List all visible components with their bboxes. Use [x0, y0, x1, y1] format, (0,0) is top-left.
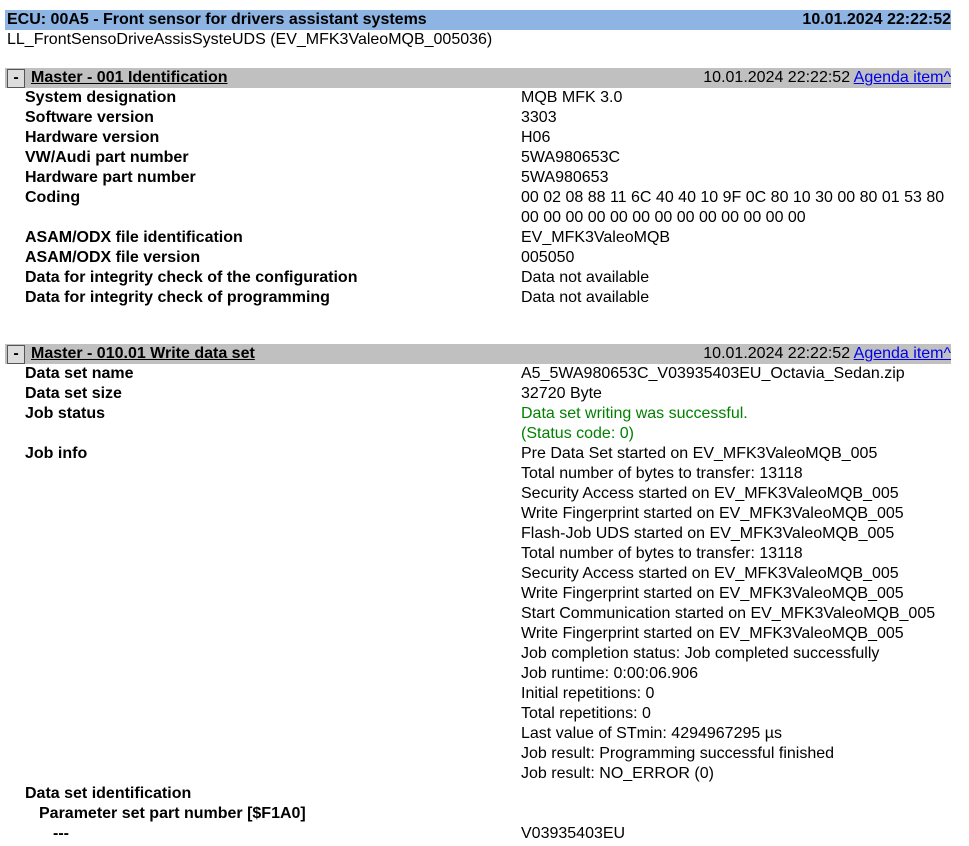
row-label: Job status — [25, 405, 106, 422]
row-value — [521, 228, 670, 248]
row-value-line: 00 00 00 00 00 00 00 00 00 00 00 00 00 — [521, 209, 806, 226]
row-value — [521, 248, 574, 268]
table-row — [0, 108, 969, 128]
table-row — [0, 824, 969, 844]
row-value-line: Data not available — [521, 269, 650, 286]
row-value-line: Security Access started on EV_MFK3ValeoMQB_005 — [521, 565, 899, 582]
row-value-line: Flash-Job UDS started on EV_MFK3ValeoMQB_005 — [521, 525, 895, 542]
row-value-line: H06 — [521, 129, 551, 146]
row-value-line: MQB MFK 3.0 — [521, 89, 623, 106]
section-datetime: 10.01.2024 22:22:52 — [703, 69, 851, 86]
row-value-line: A5_5WA980653C_V03935403EU_Octavia_Sedan.zip — [521, 365, 905, 382]
ecu-datetime: 10.01.2024 22:22:52 — [802, 11, 951, 28]
row-value-line: Data not available — [521, 289, 650, 306]
row-value — [521, 128, 550, 148]
row-label: Coding — [25, 189, 81, 206]
row-value-line: Total repetitions: 0 — [521, 705, 651, 722]
table-row — [0, 784, 969, 804]
table-row — [0, 168, 969, 188]
row-value-line: Job result: Programming successful finished — [521, 745, 835, 762]
table-row — [0, 268, 969, 288]
row-value-line: Pre Data Set started on EV_MFK3ValeoMQB_005 — [521, 445, 878, 462]
section-rows — [0, 364, 969, 844]
row-label: Data for integrity check of the configuration — [25, 269, 358, 286]
row-value-line: 005050 — [521, 249, 575, 266]
row-value-line: V03935403EU — [521, 825, 626, 842]
row-value-line: Last value of STmin: 4294967295 µs — [521, 725, 782, 742]
row-value-line: Security Access started on EV_MFK3ValeoMQB_005 — [521, 485, 899, 502]
table-row — [0, 444, 969, 784]
row-value-line: Write Fingerprint started on EV_MFK3ValeoMQB_005 — [521, 585, 904, 602]
collapse-button[interactable]: - — [7, 69, 25, 88]
ecu-header — [5, 10, 951, 30]
section-rows — [0, 88, 969, 308]
section-datetime: 10.01.2024 22:22:52 — [703, 345, 851, 362]
row-label: --- — [53, 825, 69, 842]
table-row — [0, 404, 969, 444]
row-value-line: Initial repetitions: 0 — [521, 685, 655, 702]
row-value — [521, 108, 557, 128]
section-header — [5, 344, 951, 364]
ecu-title: ECU: 00A5 - Front sensor for drivers assistant systems — [7, 11, 427, 28]
row-value — [521, 88, 622, 108]
row-value-line: EV_MFK3ValeoMQB — [521, 229, 671, 246]
row-value — [521, 824, 625, 844]
row-value — [521, 188, 944, 228]
agenda-item-link[interactable]: Agenda item^ — [853, 345, 951, 362]
row-value — [521, 168, 608, 188]
row-value — [521, 268, 649, 288]
row-value-line: Job completion status: Job completed successfully — [521, 645, 880, 662]
row-value-line: Write Fingerprint started on EV_MFK3ValeoMQB_005 — [521, 625, 904, 642]
table-row — [0, 288, 969, 308]
row-label: Job info — [25, 445, 88, 462]
row-label: ASAM/ODX file identification — [25, 229, 243, 246]
table-row — [0, 188, 969, 228]
table-row — [0, 364, 969, 384]
row-value-line: (Status code: 0) — [521, 425, 634, 442]
row-label: Data for integrity check of programming — [25, 289, 330, 306]
row-value-line: Total number of bytes to transfer: 13118 — [521, 545, 803, 562]
row-label: System designation — [25, 89, 177, 106]
row-value — [521, 288, 649, 308]
ecu-subtitle: LL_FrontSensoDriveAssisSysteUDS (EV_MFK3ValeoMQB_005036) — [7, 31, 493, 48]
row-value-line: 32720 Byte — [521, 385, 602, 402]
row-value-line: Job runtime: 0:00:06.906 — [521, 665, 699, 682]
row-value-line: 5WA980653 — [521, 169, 609, 186]
row-value-line: 00 02 08 88 11 6C 40 40 10 9F 0C 80 10 30 00 80 01 53 80 — [521, 189, 945, 206]
row-value-line: 5WA980653C — [521, 149, 621, 166]
table-row — [0, 804, 969, 824]
row-label: Hardware version — [25, 129, 160, 146]
row-label: Software version — [25, 109, 154, 126]
table-row — [0, 228, 969, 248]
table-row — [0, 88, 969, 108]
table-row — [0, 248, 969, 268]
row-value — [521, 404, 748, 444]
row-label: Data set size — [25, 385, 122, 402]
row-label: Hardware part number — [25, 169, 196, 186]
row-label: VW/Audi part number — [25, 149, 189, 166]
row-value — [521, 444, 935, 784]
row-label: Data set name — [25, 365, 134, 382]
section-title[interactable]: Master - 001 Identification — [31, 69, 228, 86]
row-value — [521, 384, 602, 404]
row-value-line: Write Fingerprint started on EV_MFK3ValeoMQB_005 — [521, 505, 904, 522]
section-header — [5, 68, 951, 88]
row-value-line: Start Communication started on EV_MFK3ValeoMQB_005 — [521, 605, 936, 622]
row-label: ASAM/ODX file version — [25, 249, 201, 266]
row-label: Parameter set part number [$F1A0] — [39, 805, 306, 822]
row-value — [521, 364, 905, 384]
table-row — [0, 128, 969, 148]
agenda-item-link[interactable]: Agenda item^ — [853, 69, 951, 86]
row-value-line: Job result: NO_ERROR (0) — [521, 765, 714, 782]
section-title[interactable]: Master - 010.01 Write data set — [31, 345, 255, 362]
table-row — [0, 384, 969, 404]
row-label: Data set identification — [25, 785, 192, 802]
row-value-line: Total number of bytes to transfer: 13118 — [521, 465, 803, 482]
table-row — [0, 148, 969, 168]
row-value — [521, 148, 620, 168]
row-value-line: 3303 — [521, 109, 557, 126]
collapse-button[interactable]: - — [7, 345, 25, 364]
row-value-line: Data set writing was successful. — [521, 405, 748, 422]
